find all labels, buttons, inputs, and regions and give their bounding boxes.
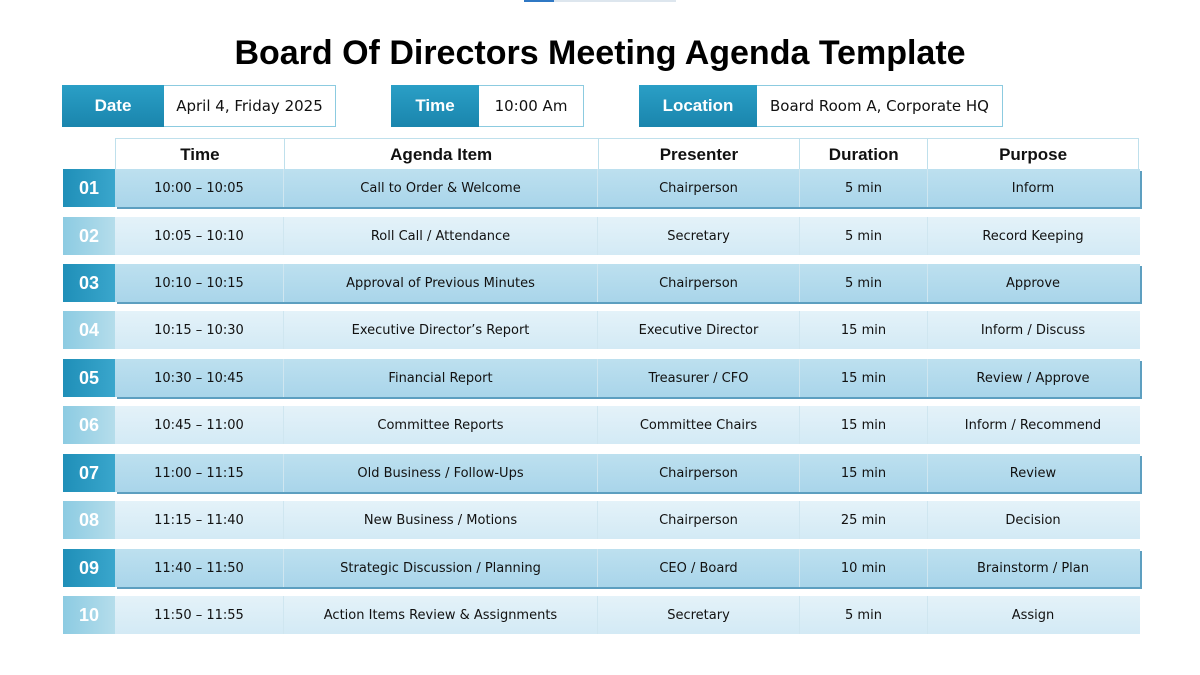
table-row — [63, 406, 1140, 444]
cell-agenda-item: Action Items Review & Assignments — [284, 596, 598, 634]
cell-agenda-item: Call to Order & Welcome — [284, 169, 598, 207]
location-field — [639, 85, 1003, 127]
table-header — [115, 138, 1139, 170]
cell-agenda-item: New Business / Motions — [284, 501, 598, 539]
location-label: Location — [639, 85, 757, 127]
row-number: 04 — [63, 311, 115, 349]
date-label: Date — [62, 85, 164, 127]
row-number: 01 — [63, 169, 115, 207]
header-agenda-item: Agenda Item — [285, 139, 599, 170]
cell-time: 10:05 – 10:10 — [115, 217, 284, 255]
cell-purpose: Approve — [1005, 275, 1061, 291]
cell-duration: 15 min — [800, 311, 928, 349]
cell-purpose: Review / Approve — [976, 370, 1090, 386]
table-row — [63, 596, 1140, 634]
cell-time: 10:45 – 11:00 — [115, 406, 284, 444]
row-number: 05 — [63, 359, 115, 397]
cell-agenda-item: Approval of Previous Minutes — [284, 264, 598, 302]
time-field — [391, 85, 584, 127]
cell-presenter: Chairperson — [598, 264, 800, 302]
cell-presenter: Committee Chairs — [598, 406, 800, 444]
cell-agenda-item: Roll Call / Attendance — [284, 217, 598, 255]
date-value: April 4, Friday 2025 — [164, 85, 336, 127]
cell-purpose: Inform / Discuss — [980, 322, 1086, 338]
cell-duration: 5 min — [800, 596, 928, 634]
cell-time: 11:00 – 11:15 — [115, 454, 284, 492]
table-row — [63, 169, 1140, 207]
cell-purpose: Inform / Recommend — [964, 417, 1102, 433]
cell-time: 10:00 – 10:05 — [115, 169, 284, 207]
cell-agenda-item: Executive Director’s Report — [284, 311, 598, 349]
row-number: 10 — [63, 596, 115, 634]
cell-presenter: Chairperson — [598, 454, 800, 492]
cell-agenda-item: Financial Report — [284, 359, 598, 397]
cell-duration: 5 min — [800, 217, 928, 255]
cell-time: 11:50 – 11:55 — [115, 596, 284, 634]
cell-purpose: Review — [1009, 465, 1057, 481]
row-number: 09 — [63, 549, 115, 587]
table-row — [63, 501, 1140, 539]
table-row — [63, 549, 1140, 587]
cell-duration: 15 min — [800, 406, 928, 444]
cell-purpose: Record Keeping — [982, 228, 1084, 244]
cell-duration: 5 min — [800, 169, 928, 207]
cell-presenter: Secretary — [598, 596, 800, 634]
time-label: Time — [391, 85, 479, 127]
row-number: 02 — [63, 217, 115, 255]
cell-time: 10:30 – 10:45 — [115, 359, 284, 397]
row-number: 06 — [63, 406, 115, 444]
cell-presenter: Secretary — [598, 217, 800, 255]
cell-time: 11:15 – 11:40 — [115, 501, 284, 539]
table-row — [63, 454, 1140, 492]
table-row — [63, 311, 1140, 349]
table-row — [63, 217, 1140, 255]
cell-time: 11:40 – 11:50 — [115, 549, 284, 587]
page-title: Board Of Directors Meeting Agenda Template — [234, 34, 966, 72]
cell-purpose: Inform — [1011, 180, 1055, 196]
table-row — [63, 359, 1140, 397]
cell-purpose: Decision — [1005, 512, 1061, 528]
header-time: Time — [116, 139, 285, 170]
header-purpose: Purpose — [999, 144, 1068, 164]
cell-presenter: Chairperson — [598, 169, 800, 207]
table-row — [63, 264, 1140, 302]
row-number: 03 — [63, 264, 115, 302]
top-accent-bar — [524, 0, 676, 2]
cell-duration: 25 min — [800, 501, 928, 539]
time-value: 10:00 Am — [479, 85, 584, 127]
row-number: 08 — [63, 501, 115, 539]
row-number: 07 — [63, 454, 115, 492]
location-value: Board Room A, Corporate HQ — [757, 85, 1003, 127]
cell-duration: 15 min — [800, 454, 928, 492]
cell-duration: 15 min — [800, 359, 928, 397]
cell-purpose: Brainstorm / Plan — [977, 560, 1089, 576]
cell-presenter: Treasurer / CFO — [598, 359, 800, 397]
cell-duration: 10 min — [800, 549, 928, 587]
cell-time: 10:10 – 10:15 — [115, 264, 284, 302]
header-duration: Duration — [800, 139, 928, 170]
cell-time: 10:15 – 10:30 — [115, 311, 284, 349]
header-presenter: Presenter — [599, 139, 801, 170]
cell-agenda-item: Committee Reports — [284, 406, 598, 444]
cell-presenter: Executive Director — [598, 311, 800, 349]
cell-purpose: Assign — [1011, 607, 1055, 623]
cell-agenda-item: Old Business / Follow-Ups — [284, 454, 598, 492]
cell-presenter: Chairperson — [598, 501, 800, 539]
cell-agenda-item: Strategic Discussion / Planning — [284, 549, 598, 587]
cell-duration: 5 min — [800, 264, 928, 302]
cell-presenter: CEO / Board — [598, 549, 800, 587]
date-field — [62, 85, 336, 127]
